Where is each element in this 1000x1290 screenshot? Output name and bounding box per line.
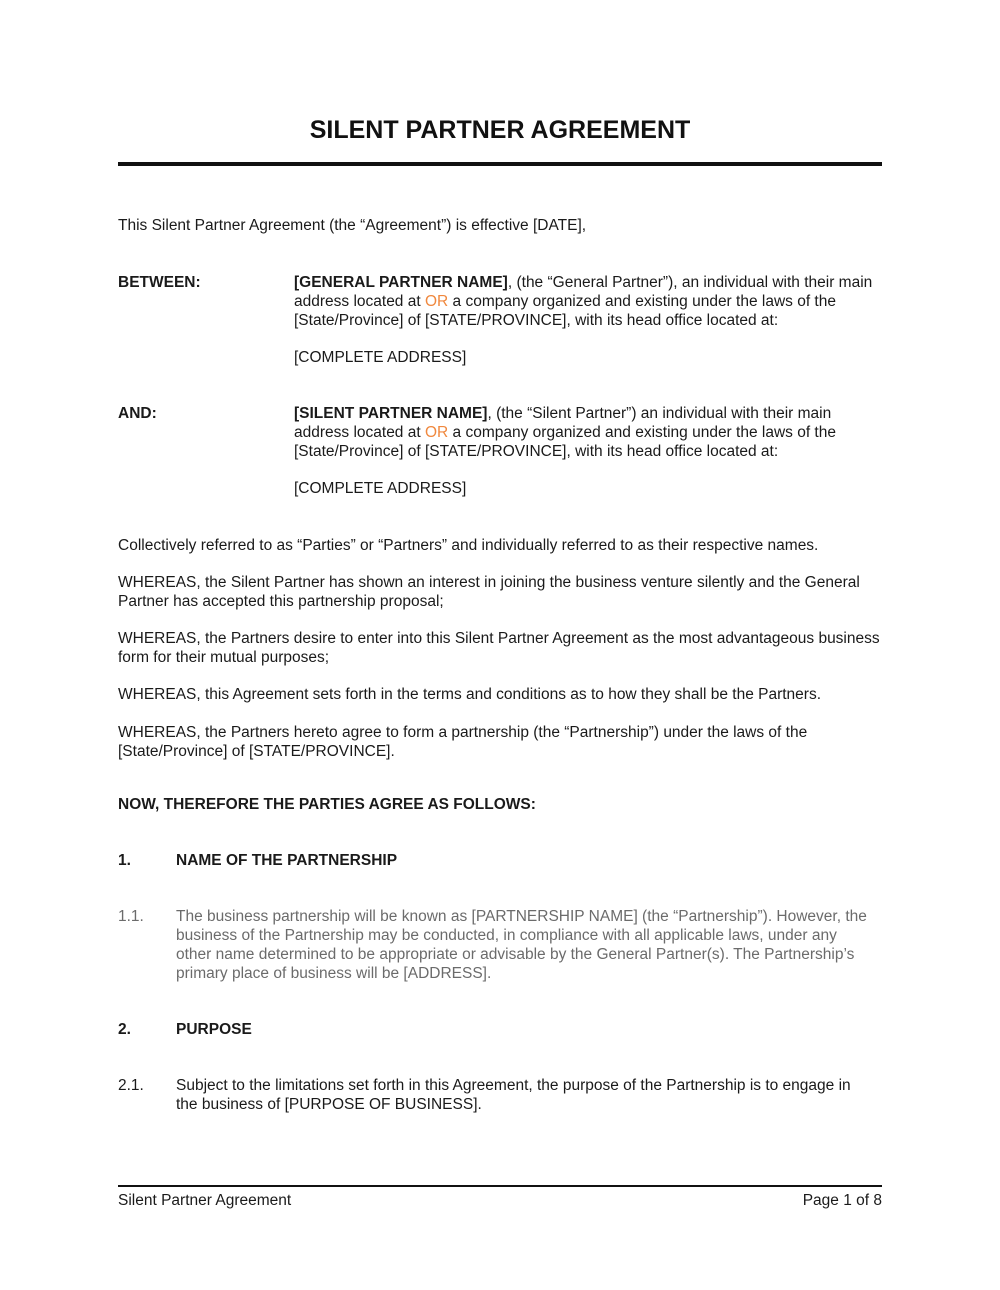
section-title: PURPOSE [176, 1021, 252, 1038]
silent-partner-block [294, 404, 884, 461]
title-divider [118, 162, 882, 166]
section-number: 2. [118, 1021, 131, 1038]
document-title: SILENT PARTNER AGREEMENT [309, 116, 691, 144]
or-placeholder: OR [424, 293, 449, 310]
whereas-paragraph-2: WHEREAS, the Partners desire to enter into this Silent Partner Agreement as the most advantageous business form for their mutual purposes; [118, 630, 880, 666]
general-partner-text-1: , (the “General Partner”), an individual with their main address located at [294, 274, 873, 310]
footer-divider [118, 1185, 882, 1187]
clause-text: The business partnership will be known as [PARTNERSHIP NAME] (the “Partnership”). However, the business of the Partnership may be conducted, in compliance with all applicable laws, under any other name determined to be appropriate or advisable by the General Partner(s). The Partnership’s primary place of business will be [ADDRESS]. [176, 908, 867, 982]
whereas-paragraph-4: WHEREAS, the Partners hereto agree to form a partnership (the “Partnership”) under the laws of the [State/Province] of [STATE/PROVINCE]. [118, 724, 808, 760]
between-label: BETWEEN: [118, 274, 201, 291]
section-title: NAME OF THE PARTNERSHIP [176, 852, 398, 869]
clause-2-1 [118, 1076, 882, 1116]
whereas-paragraph-3: WHEREAS, this Agreement sets forth in the terms and conditions as to how they shall be the Partners. [118, 686, 822, 703]
and-label: AND: [118, 405, 157, 422]
general-partner-text-2: a company organized and existing under the laws of the [State/Province] of [STATE/PROVINCE], with its head office located at: [294, 293, 836, 329]
or-placeholder: OR [424, 424, 449, 441]
silent-partner-name: [SILENT PARTNER NAME] [294, 405, 488, 422]
intro-paragraph: This Silent Partner Agreement (the “Agreement”) is effective [DATE], [118, 217, 587, 234]
general-partner-name: [GENERAL PARTNER NAME] [294, 274, 508, 291]
clause-1-1 [118, 907, 882, 987]
section-number: 1. [118, 852, 131, 869]
footer-document-name: Silent Partner Agreement [118, 1192, 292, 1209]
clause-number: 2.1. [118, 1077, 144, 1094]
clause-text: Subject to the limitations set forth in this Agreement, the purpose of the Partnership is to engage in the business of [PURPOSE OF BUSINESS]. [176, 1077, 851, 1113]
footer-page-number: Page 1 of 8 [802, 1192, 882, 1209]
collectively-paragraph: Collectively referred to as “Parties” or “Partners” and individually referred to as their respective names. [118, 537, 819, 554]
silent-partner-address: [COMPLETE ADDRESS] [294, 480, 467, 497]
now-therefore-heading: NOW, THEREFORE THE PARTIES AGREE AS FOLLOWS: [118, 796, 536, 813]
whereas-paragraph-1: WHEREAS, the Silent Partner has shown an interest in joining the business venture silently and the General Partner has accepted this partnership proposal; [118, 574, 860, 610]
clause-number: 1.1. [118, 908, 144, 925]
general-partner-address: [COMPLETE ADDRESS] [294, 349, 467, 366]
silent-partner-text-2: a company organized and existing under the laws of the [State/Province] of [STATE/PROVINCE], with its head office located at: [294, 424, 836, 460]
general-partner-block [294, 273, 884, 330]
silent-partner-text-1: , (the “Silent Partner”) an individual with their main address located at [294, 405, 832, 441]
